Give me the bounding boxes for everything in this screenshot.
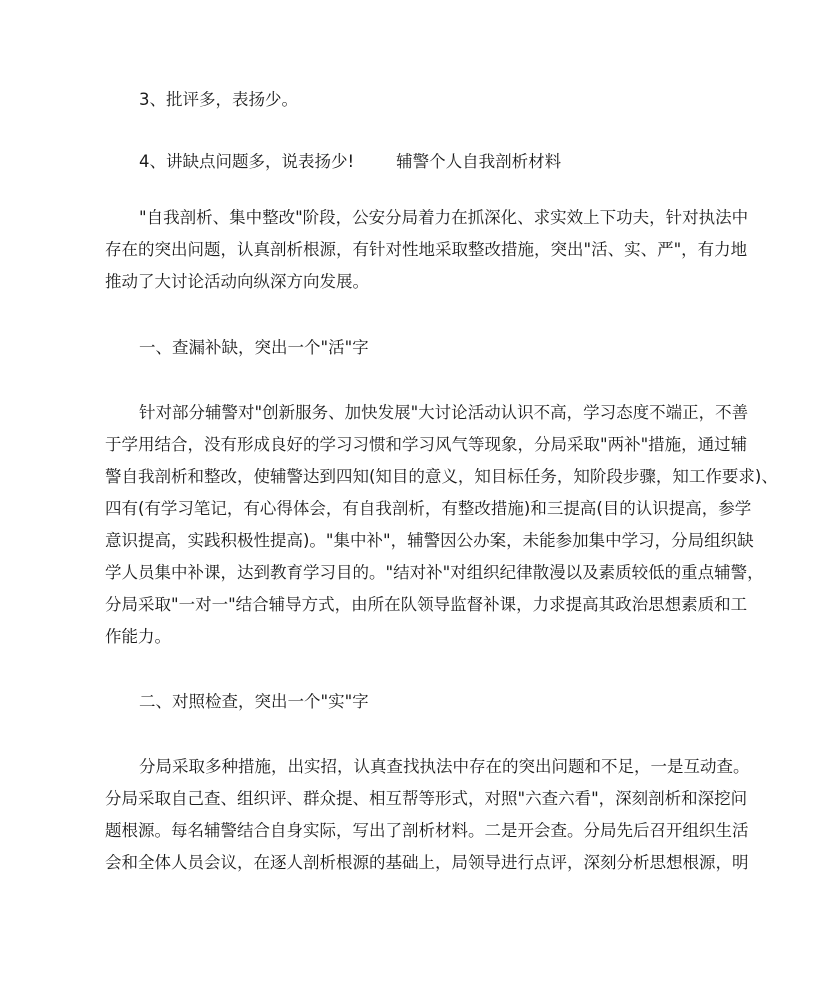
paragraph-line: "自我剖析、集中整改"阶段，公安分局着力在抓深化、求实效上下功夫，针对执法中 [139,208,749,227]
list-item-3: 3、批评多，表扬少。 [139,90,298,109]
paragraph-line: 警自我剖析和整改，使辅警达到四知(知目的意义，知目标任务，知阶段步骤，知工作要求)、 [105,467,778,486]
paragraph-line: 作能力。 [105,627,171,646]
paragraph-line: 推动了大讨论活动向纵深方向发展。 [105,272,369,291]
paragraph-line: 存在的突出问题，认真剖析根源，有针对性地采取整改措施，突出"活、实、严"，有力地 [105,240,748,259]
document-title: 辅警个人自我剖析材料 [396,152,562,171]
paragraph-line: 会和全体人员会议，在逐人剖析根源的基础上，局领导进行点评，深刻分析思想根源，明 [105,853,749,872]
paragraph-line: 分局采取"一对一"结合辅导方式，由所在队领导监督补课，力求提高其政治思想素质和工 [105,595,748,614]
section-heading-2: 二、对照检查，突出一个"实"字 [139,692,369,711]
paragraph-line: 四有(有学习笔记，有心得体会，有自我剖析，有整改措施)和三提高(目的认识提高，参学 [105,499,752,518]
list-item-4: 4、讲缺点问题多，说表扬少! [139,152,355,171]
paragraph-line: 针对部分辅警对"创新服务、加快发展"大讨论活动认识不高，学习态度不端正，不善 [139,403,749,422]
paragraph-line: 分局采取自己查、组织评、群众提、相互帮等形式，对照"六查六看"，深刻剖析和深挖问 [105,789,748,808]
paragraph-line: 题根源。每名辅警结合自身实际，写出了剖析材料。二是开会查。分局先后召开组织生活 [105,821,749,840]
paragraph-line: 分局采取多种措施，出实招，认真查找执法中存在的突出问题和不足，一是互动查。 [139,757,750,776]
paragraph-line: 于学用结合，没有形成良好的学习习惯和学习风气等现象，分局采取"两补"措施，通过辅 [105,435,748,454]
list-item-4-with-title [139,152,561,172]
paragraph-line: 学人员集中补课，达到教育学习目的。"结对补"对组织纪律散漫以及素质较低的重点辅警， [105,563,764,582]
section-heading-1: 一、查漏补缺，突出一个"活"字 [139,338,369,357]
paragraph-line: 意识提高，实践积极性提高)。"集中补"，辅警因公办案，未能参加集中学习，分局组织缺 [105,531,754,550]
